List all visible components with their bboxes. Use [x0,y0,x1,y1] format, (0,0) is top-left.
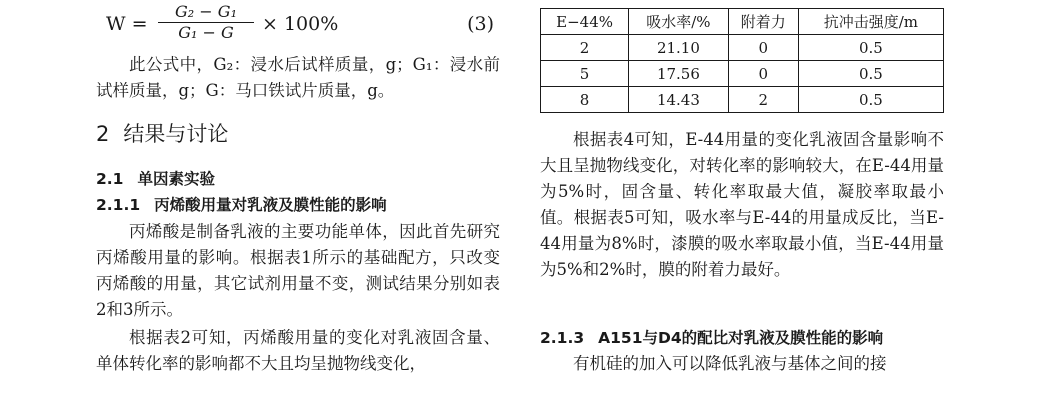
subsection-heading [96,167,215,191]
table-cell: 2 [728,87,798,113]
table-row [541,61,944,87]
subsubsection-number: 2.1.1 [96,196,141,214]
table-cell: 0 [728,35,798,61]
table-cell: 17.56 [629,61,729,87]
table-header-cell: 抗冲击强度/m [798,9,943,35]
formula-denominator: G₁ − G [178,23,234,42]
paragraph-e44-analysis: 根据表4可知，E-44用量的变化乳液固含量影响不大且呈抛物线变化，对转化率的影响较大，在E-44用量为5%时，固含量、转化率取最大值，凝胶率取最小值。根据表5可知，吸水率与E-44的用量成反比，当E-44用量为8%时，漆膜的吸水率取最小值，当E-44用量为5%和2%时，膜的附着力最好。 [540,130,944,279]
subsection-title: 单因素实验 [137,170,215,188]
equation-number: (3) [467,13,494,35]
table-row [541,35,944,61]
section-number: 2 [96,122,110,146]
table-cell: 5 [541,61,629,87]
formula-explanation: 此公式中，G₂：浸水后试样质量，g；G₁：浸水前试样质量，g；G：马口铁试片质量，g。 [96,55,500,100]
results-table [540,8,944,113]
formula-numerator: G₂ − G₁ [158,2,254,23]
subsubsection-title: 丙烯酸用量对乳液及膜性能的影响 [154,196,387,214]
table-cell: 0.5 [798,87,943,113]
formula-fraction [158,2,254,43]
table-cell: 14.43 [629,87,729,113]
table-header-cell: E−44% [541,9,629,35]
table-row [541,87,944,113]
table-cell: 8 [541,87,629,113]
subsubsection-heading [96,193,387,217]
table-cell: 0.5 [798,61,943,87]
subsubsection-title: A151与D4的配比对乳液及膜性能的影响 [598,329,884,347]
table-cell: 0 [728,61,798,87]
subsection-number: 2.1 [96,170,124,188]
paragraph-acrylic-intro: 丙烯酸是制备乳液的主要功能单体，因此首先研究丙烯酸用量的影响。根据表1所示的基础配方，只改变丙烯酸的用量，其它试剂用量不变，测试结果分别如表2和3所示。 [96,222,500,319]
subsubsection-heading [540,326,883,350]
subsubsection-number: 2.1.3 [540,329,585,347]
formula-rhs: × 100% [262,13,339,35]
table-header-cell: 附着力 [728,9,798,35]
paragraph-silicone-intro: 有机硅的加入可以降低乳液与基体之间的接 [573,354,887,373]
table-header-row [541,9,944,35]
formula-lhs: W = [106,13,148,35]
table-cell: 2 [541,35,629,61]
section-title: 结果与讨论 [123,122,229,146]
paragraph-table2-analysis: 根据表2可知，丙烯酸用量的变化对乳液固含量、单体转化率的影响都不大且均呈抛物线变化， [96,328,500,373]
table-header-cell: 吸水率/% [629,9,729,35]
table-cell: 0.5 [798,35,943,61]
table-cell: 21.10 [629,35,729,61]
section-heading [96,120,228,148]
formula-3 [106,2,506,46]
